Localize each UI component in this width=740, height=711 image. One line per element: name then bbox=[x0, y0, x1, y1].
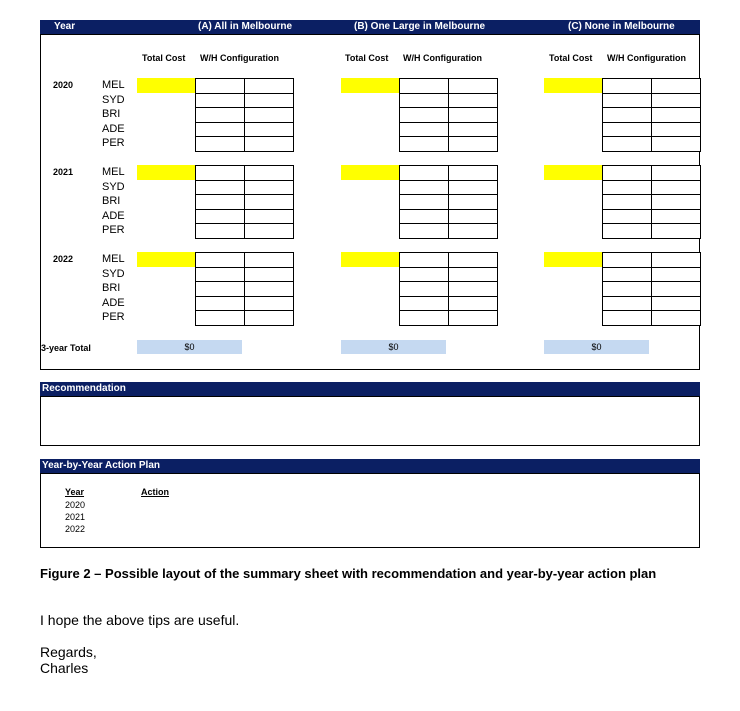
wh-config-cell-a-2020-bri-2[interactable] bbox=[244, 107, 294, 123]
wh-config-cell-c-2020-per-1[interactable] bbox=[602, 136, 652, 152]
wh-config-cell-b-2022-mel-1[interactable] bbox=[399, 252, 449, 268]
wh-config-cell-c-2020-ade-2[interactable] bbox=[651, 122, 701, 138]
action-plan-header bbox=[40, 459, 700, 473]
wh-config-cell-c-2020-syd-2[interactable] bbox=[651, 93, 701, 109]
wh-config-cell-b-2020-mel-2[interactable] bbox=[448, 78, 498, 94]
wh-config-cell-b-2021-ade-1[interactable] bbox=[399, 209, 449, 225]
city-label-bri-2022: BRI bbox=[102, 282, 121, 294]
wh-config-cell-a-2021-per-1[interactable] bbox=[195, 223, 245, 239]
city-label-mel-2022: MEL bbox=[102, 253, 125, 265]
wh-config-cell-c-2021-syd-2[interactable] bbox=[651, 180, 701, 196]
wh-config-cell-c-2022-bri-2[interactable] bbox=[651, 281, 701, 297]
wh-config-cell-b-2022-bri-1[interactable] bbox=[399, 281, 449, 297]
wh-config-cell-b-2021-bri-2[interactable] bbox=[448, 194, 498, 210]
wh-config-cell-a-2021-bri-1[interactable] bbox=[195, 194, 245, 210]
city-label-ade-2022: ADE bbox=[102, 296, 125, 309]
wh-config-cell-a-2022-bri-1[interactable] bbox=[195, 281, 245, 297]
wh-config-cell-a-2021-per-2[interactable] bbox=[244, 223, 294, 239]
wh-config-cell-b-2020-per-2[interactable] bbox=[448, 136, 498, 152]
total-value-a: $0 bbox=[137, 340, 242, 354]
city-label-mel-2020: MEL bbox=[102, 79, 125, 91]
wh-config-cell-b-2020-ade-2[interactable] bbox=[448, 122, 498, 138]
wh-config-cell-a-2022-mel-2[interactable] bbox=[244, 252, 294, 268]
action-plan-year-2021: 2021 bbox=[65, 512, 86, 522]
wh-config-header-b: W/H Configuration bbox=[403, 53, 482, 63]
wh-config-cell-a-2020-per-2[interactable] bbox=[244, 136, 294, 152]
wh-config-cell-a-2021-syd-1[interactable] bbox=[195, 180, 245, 196]
wh-config-cell-c-2021-ade-2[interactable] bbox=[651, 209, 701, 225]
wh-config-cell-c-2021-mel-2[interactable] bbox=[651, 165, 701, 181]
total-cost-cell-a-2020[interactable] bbox=[137, 78, 195, 93]
wh-config-cell-a-2022-per-1[interactable] bbox=[195, 310, 245, 326]
wh-config-cell-c-2022-ade-2[interactable] bbox=[651, 296, 701, 312]
city-label-ade-2020: ADE bbox=[102, 122, 125, 135]
scenario-b-header: (B) One Large in Melbourne bbox=[354, 21, 486, 32]
wh-config-cell-b-2021-mel-1[interactable] bbox=[399, 165, 449, 181]
total-cost-cell-b-2020[interactable] bbox=[341, 78, 399, 93]
wh-config-cell-c-2022-mel-2[interactable] bbox=[651, 252, 701, 268]
wh-config-cell-a-2020-mel-2[interactable] bbox=[244, 78, 294, 94]
wh-config-cell-c-2022-syd-2[interactable] bbox=[651, 267, 701, 283]
wh-config-cell-b-2021-syd-2[interactable] bbox=[448, 180, 498, 196]
wh-config-cell-c-2021-bri-1[interactable] bbox=[602, 194, 652, 210]
year-label-2021: 2021 bbox=[53, 167, 74, 177]
wh-config-header-c: W/H Configuration bbox=[607, 53, 686, 63]
wh-config-cell-b-2022-ade-2[interactable] bbox=[448, 296, 498, 312]
wh-config-cell-b-2022-syd-2[interactable] bbox=[448, 267, 498, 283]
wh-config-cell-a-2022-syd-1[interactable] bbox=[195, 267, 245, 283]
wh-config-cell-b-2021-per-1[interactable] bbox=[399, 223, 449, 239]
wh-config-cell-b-2020-bri-1[interactable] bbox=[399, 107, 449, 123]
wh-config-cell-a-2021-bri-2[interactable] bbox=[244, 194, 294, 210]
scenario-a-header: (A) All in Melbourne bbox=[198, 21, 293, 32]
scenario-c-header: (C) None in Melbourne bbox=[568, 21, 675, 32]
total-cost-header-b: Total Cost bbox=[345, 53, 389, 63]
year-label-2022: 2022 bbox=[53, 254, 74, 264]
wh-config-cell-c-2020-bri-1[interactable] bbox=[602, 107, 652, 123]
wh-config-cell-a-2022-ade-1[interactable] bbox=[195, 296, 245, 312]
wh-config-cell-c-2020-mel-2[interactable] bbox=[651, 78, 701, 94]
city-label-per-2021: PER bbox=[102, 224, 125, 236]
total-cost-cell-a-2021[interactable] bbox=[137, 165, 195, 180]
wh-config-cell-b-2020-per-1[interactable] bbox=[399, 136, 449, 152]
wh-config-cell-c-2021-per-2[interactable] bbox=[651, 223, 701, 239]
total-cost-header-a: Total Cost bbox=[142, 53, 186, 63]
three-year-total-label: 3-year Total bbox=[41, 343, 91, 353]
recommendation-header bbox=[40, 382, 700, 396]
wh-config-cell-b-2021-ade-2[interactable] bbox=[448, 209, 498, 225]
wh-config-cell-c-2021-ade-1[interactable] bbox=[602, 209, 652, 225]
wh-config-cell-c-2022-mel-1[interactable] bbox=[602, 252, 652, 268]
regards-line: Regards, bbox=[40, 644, 97, 660]
wh-config-header-a: W/H Configuration bbox=[200, 53, 279, 63]
wh-config-cell-b-2022-syd-1[interactable] bbox=[399, 267, 449, 283]
city-label-bri-2021: BRI bbox=[102, 195, 121, 207]
wh-config-cell-a-2020-syd-1[interactable] bbox=[195, 93, 245, 109]
city-label-syd-2022: SYD bbox=[102, 267, 125, 280]
total-cost-cell-b-2022[interactable] bbox=[341, 252, 399, 267]
wh-config-cell-b-2021-mel-2[interactable] bbox=[448, 165, 498, 181]
wh-config-cell-a-2021-ade-2[interactable] bbox=[244, 209, 294, 225]
total-cost-header-c: Total Cost bbox=[549, 53, 593, 63]
wh-config-cell-a-2022-bri-2[interactable] bbox=[244, 281, 294, 297]
wh-config-cell-b-2020-mel-1[interactable] bbox=[399, 78, 449, 94]
summary-header-bar bbox=[40, 20, 700, 34]
wh-config-cell-b-2020-ade-1[interactable] bbox=[399, 122, 449, 138]
wh-config-cell-c-2021-mel-1[interactable] bbox=[602, 165, 652, 181]
recommendation-box[interactable] bbox=[40, 396, 700, 446]
action-plan-box[interactable] bbox=[40, 473, 700, 548]
wh-config-cell-a-2021-mel-1[interactable] bbox=[195, 165, 245, 181]
year-label-2020: 2020 bbox=[53, 80, 74, 90]
wh-config-cell-b-2021-per-2[interactable] bbox=[448, 223, 498, 239]
wh-config-cell-c-2020-bri-2[interactable] bbox=[651, 107, 701, 123]
wh-config-cell-b-2022-mel-2[interactable] bbox=[448, 252, 498, 268]
wh-config-cell-c-2022-per-1[interactable] bbox=[602, 310, 652, 326]
wh-config-cell-c-2021-bri-2[interactable] bbox=[651, 194, 701, 210]
wh-config-cell-c-2022-syd-1[interactable] bbox=[602, 267, 652, 283]
wh-config-cell-b-2020-bri-2[interactable] bbox=[448, 107, 498, 123]
wh-config-cell-b-2021-bri-1[interactable] bbox=[399, 194, 449, 210]
wh-config-cell-a-2022-syd-2[interactable] bbox=[244, 267, 294, 283]
total-cost-cell-a-2022[interactable] bbox=[137, 252, 195, 267]
action-plan-year-header: Year bbox=[65, 487, 85, 497]
wh-config-cell-c-2020-mel-1[interactable] bbox=[602, 78, 652, 94]
city-label-bri-2020: BRI bbox=[102, 108, 121, 120]
wh-config-cell-a-2022-per-2[interactable] bbox=[244, 310, 294, 326]
wh-config-cell-a-2020-ade-1[interactable] bbox=[195, 122, 245, 138]
wh-config-cell-b-2022-ade-1[interactable] bbox=[399, 296, 449, 312]
wh-config-cell-c-2022-ade-1[interactable] bbox=[602, 296, 652, 312]
wh-config-cell-a-2021-ade-1[interactable] bbox=[195, 209, 245, 225]
wh-config-cell-a-2020-mel-1[interactable] bbox=[195, 78, 245, 94]
wh-config-cell-c-2020-per-2[interactable] bbox=[651, 136, 701, 152]
wh-config-cell-c-2021-syd-1[interactable] bbox=[602, 180, 652, 196]
wh-config-cell-b-2022-per-2[interactable] bbox=[448, 310, 498, 326]
action-plan-title: Year-by-Year Action Plan bbox=[42, 460, 161, 471]
wh-config-cell-a-2022-mel-1[interactable] bbox=[195, 252, 245, 268]
action-plan-year-2022: 2022 bbox=[65, 524, 86, 534]
action-plan-action-header: Action bbox=[141, 487, 169, 497]
total-cost-cell-c-2021[interactable] bbox=[544, 165, 602, 180]
total-cost-cell-b-2021[interactable] bbox=[341, 165, 399, 180]
wh-config-cell-a-2020-ade-2[interactable] bbox=[244, 122, 294, 138]
wh-config-cell-a-2020-per-1[interactable] bbox=[195, 136, 245, 152]
wh-config-cell-b-2022-bri-2[interactable] bbox=[448, 281, 498, 297]
total-value-c: $0 bbox=[544, 340, 649, 354]
signature: Charles bbox=[40, 660, 89, 676]
wh-config-cell-b-2021-syd-1[interactable] bbox=[399, 180, 449, 196]
city-label-ade-2021: ADE bbox=[102, 209, 125, 222]
wh-config-cell-c-2021-per-1[interactable] bbox=[602, 223, 652, 239]
figure-caption: Figure 2 – Possible layout of the summary sheet with recommendation and year-by-year action plan bbox=[40, 566, 657, 581]
closing-line: I hope the above tips are useful. bbox=[40, 612, 240, 628]
city-label-syd-2021: SYD bbox=[102, 180, 125, 193]
city-label-syd-2020: SYD bbox=[102, 93, 125, 106]
wh-config-cell-a-2022-ade-2[interactable] bbox=[244, 296, 294, 312]
wh-config-cell-b-2020-syd-2[interactable] bbox=[448, 93, 498, 109]
wh-config-cell-c-2022-bri-1[interactable] bbox=[602, 281, 652, 297]
wh-config-cell-c-2020-ade-1[interactable] bbox=[602, 122, 652, 138]
year-column-header: Year bbox=[54, 21, 76, 32]
total-cost-cell-c-2020[interactable] bbox=[544, 78, 602, 93]
city-label-per-2020: PER bbox=[102, 137, 125, 149]
recommendation-title: Recommendation bbox=[42, 383, 126, 394]
wh-config-cell-c-2022-per-2[interactable] bbox=[651, 310, 701, 326]
city-label-per-2022: PER bbox=[102, 311, 125, 323]
city-label-mel-2021: MEL bbox=[102, 166, 125, 178]
total-cost-cell-c-2022[interactable] bbox=[544, 252, 602, 267]
wh-config-cell-a-2020-bri-1[interactable] bbox=[195, 107, 245, 123]
wh-config-cell-b-2020-syd-1[interactable] bbox=[399, 93, 449, 109]
action-plan-year-2020: 2020 bbox=[65, 500, 86, 510]
wh-config-cell-a-2020-syd-2[interactable] bbox=[244, 93, 294, 109]
wh-config-cell-b-2022-per-1[interactable] bbox=[399, 310, 449, 326]
wh-config-cell-a-2021-syd-2[interactable] bbox=[244, 180, 294, 196]
wh-config-cell-a-2021-mel-2[interactable] bbox=[244, 165, 294, 181]
total-value-b: $0 bbox=[341, 340, 446, 354]
wh-config-cell-c-2020-syd-1[interactable] bbox=[602, 93, 652, 109]
